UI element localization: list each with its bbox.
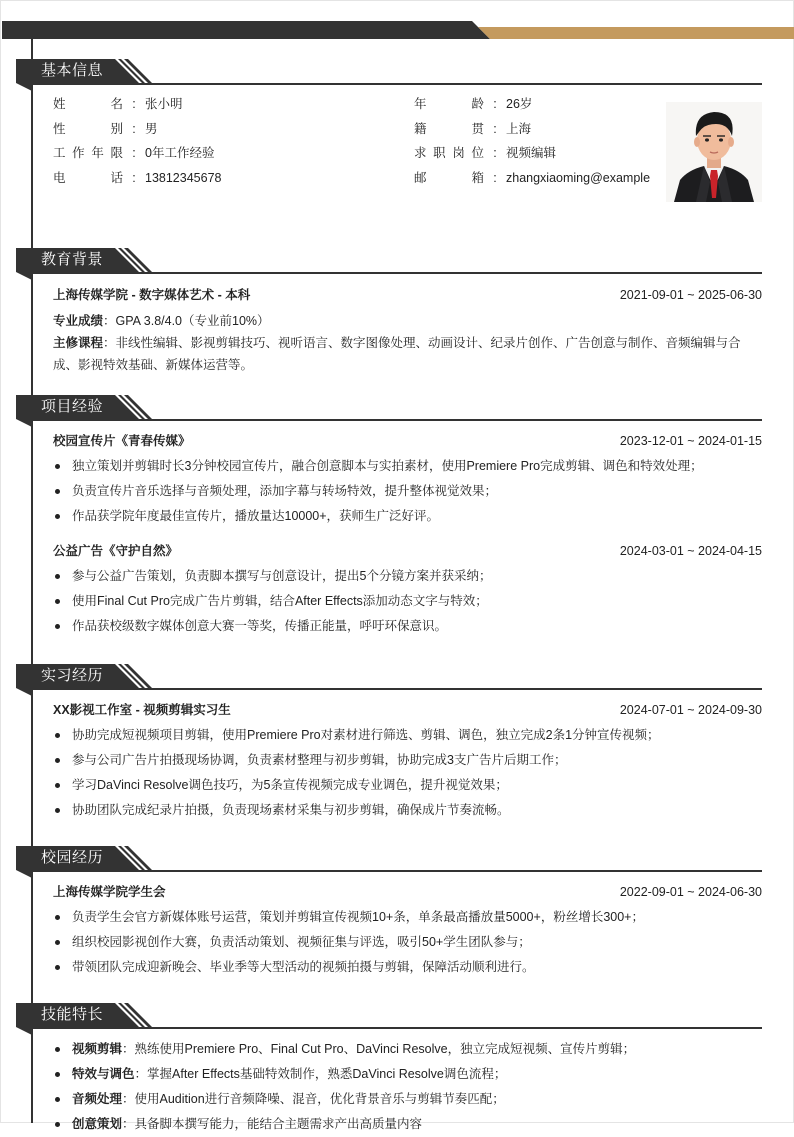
date-range: 2024-03-01 ~ 2024-04-15 [619, 544, 762, 558]
info-value: 视频编辑 [506, 146, 557, 160]
list-item [53, 1087, 762, 1112]
list-item: 使用Final Cut Pro完成广告片剪辑，结合After Effects添加动态文字与特效； [53, 589, 762, 614]
school-name: 上海传媒学院 - 数字媒体艺术 - 本科 [53, 288, 251, 302]
gpa-line [0, 310, 794, 332]
campus-entry-header [0, 880, 794, 905]
list-item: 协助团队完成纪录片拍摄，负责现场素材采集与初步剪辑，确保成片节奏流畅。 [53, 798, 762, 823]
internship-bullets [0, 723, 794, 823]
info-value: 张小明 [145, 97, 183, 111]
project-name: 校园宣传片《青春传媒》 [53, 434, 191, 448]
info-label: 电话 [53, 171, 123, 185]
info-label: 性别 [53, 122, 123, 136]
education-entry-header [0, 283, 794, 308]
courses-paragraph [0, 332, 794, 376]
list-item [53, 1062, 762, 1087]
campus-bullets [0, 905, 794, 980]
project-name: 公益广告《守护自然》 [53, 544, 179, 558]
list-item: 组织校园影视创作大赛，负责活动策划、视频征集与评选，吸引50+学生团队参与； [53, 930, 762, 955]
info-row-gender: 性别 : 男 [53, 117, 158, 142]
section-header [0, 664, 794, 690]
list-item: 作品获学院年度最佳宣传片，播放量达10000+，获师生广泛好评。 [53, 504, 762, 529]
section-header [0, 248, 794, 274]
info-value: 0年工作经验 [145, 146, 215, 160]
info-row-email: 邮箱 : zhangxiaoming@example [414, 166, 650, 191]
list-item [53, 1037, 762, 1062]
section-rule [32, 1027, 762, 1029]
section-header [0, 59, 794, 85]
list-item: 参与公益广告策划，负责脚本撰写与创意设计，提出5个分镜方案并获采纳； [53, 564, 762, 589]
banner-fold [16, 1027, 32, 1035]
top-gold-bar [478, 27, 794, 39]
skill-text: ：使用Audition进行音频降噪、混音，优化背景音乐与剪辑节奏匹配； [122, 1092, 505, 1106]
section-projects [0, 395, 794, 639]
section-title: 教育背景 [41, 251, 104, 268]
info-label: 籍贯 [414, 122, 484, 136]
section-title: 基本信息 [41, 62, 104, 79]
section-rule [32, 272, 762, 274]
list-item: 负责宣传片音乐选择与音频处理，添加字幕与转场特效，提升整体视觉效果； [53, 479, 762, 504]
info-label: 年龄 [414, 97, 484, 111]
info-label: 邮箱 [414, 171, 484, 185]
top-dark-bar [2, 21, 490, 39]
list-item [53, 1112, 762, 1137]
date-range: 2023-12-01 ~ 2024-01-15 [619, 434, 762, 448]
info-label: 工作年限 [53, 146, 123, 160]
banner-fold [16, 419, 32, 427]
section-rule [32, 870, 762, 872]
info-label: 求职岗位 [414, 146, 484, 160]
info-row-name: 姓名 : 张小明 [53, 92, 183, 117]
skill-text: ：掌握After Effects基础特效制作，熟悉DaVinci Resolve调色流程； [134, 1067, 507, 1081]
skill-label: 创意策划 [72, 1117, 123, 1131]
info-row-age: 年龄 : 26岁 [414, 92, 532, 117]
list-item: 作品获校级数字媒体创意大赛一等奖，传播正能量，呼吁环保意识。 [53, 614, 762, 639]
section-rule [32, 419, 762, 421]
section-internship [0, 664, 794, 823]
project-entry-header [0, 539, 794, 564]
banner-fold [16, 272, 32, 280]
skills-bullets [0, 1037, 794, 1137]
section-basic-info [0, 59, 794, 85]
skill-label: 音频处理 [72, 1092, 123, 1106]
section-rule [32, 83, 762, 85]
info-row-target-job: 求职岗位 : 视频编辑 [414, 141, 556, 166]
project-bullets [0, 564, 794, 639]
info-row-phone: 电话 : 13812345678 [53, 166, 221, 191]
skill-label: 视频剪辑 [72, 1042, 123, 1056]
skill-label: 特效与调色 [72, 1067, 135, 1081]
banner-fold [16, 688, 32, 696]
section-education [0, 248, 794, 376]
list-item: 学习DaVinci Resolve调色技巧，为5条宣传视频完成专业调色，提升视觉效果； [53, 773, 762, 798]
project-bullets [0, 454, 794, 529]
section-rule [32, 688, 762, 690]
section-header [0, 846, 794, 872]
section-title: 实习经历 [41, 667, 104, 684]
organization-name: 上海传媒学院学生会 [53, 885, 166, 899]
avatar [666, 102, 762, 202]
gpa-value: ：GPA 3.8/4.0（专业前10%） [103, 314, 270, 328]
section-header [0, 395, 794, 421]
info-value: 26岁 [506, 97, 533, 111]
skill-text: ：具备脚本撰写能力，能结合主题需求产出高质量内容 [122, 1117, 423, 1131]
list-item: 独立策划并剪辑时长3分钟校园宣传片，融合创意脚本与实拍素材，使用Premiere Pro完成剪辑、调色和特效处理； [53, 454, 762, 479]
section-header [0, 1003, 794, 1029]
project-entry-header [0, 429, 794, 454]
banner-fold [16, 83, 32, 91]
avatar-illustration-icon [666, 102, 762, 202]
section-skills [0, 1003, 794, 1137]
list-item: 参与公司广告片拍摄现场协调，负责素材整理与初步剪辑，协助完成3支广告片后期工作； [53, 748, 762, 773]
list-item: 带领团队完成迎新晚会、毕业季等大型活动的视频拍摄与剪辑，保障活动顺利进行。 [53, 955, 762, 980]
info-row-work-years: 工作年限 : 0年工作经验 [53, 141, 214, 166]
info-row-hometown: 籍贯 : 上海 [414, 117, 531, 142]
courses-label: 主修课程 [53, 336, 104, 350]
banner-fold [16, 870, 32, 878]
section-title: 项目经验 [41, 398, 104, 415]
list-item: 协助完成短视频项目剪辑，使用Premiere Pro对素材进行筛选、剪辑、调色，独立完成2条1分钟宣传视频； [53, 723, 762, 748]
section-campus [0, 846, 794, 980]
date-range: 2021-09-01 ~ 2025-06-30 [619, 288, 762, 302]
section-title: 校园经历 [41, 849, 104, 866]
company-role: XX影视工作室 - 视频剪辑实习生 [53, 703, 231, 717]
date-range: 2024-07-01 ~ 2024-09-30 [619, 703, 762, 717]
info-label: 姓名 [53, 97, 123, 111]
info-value: zhangxiaoming@example [506, 171, 651, 185]
skill-text: ：熟练使用Premiere Pro、Final Cut Pro、DaVinci Resolve，独立完成短视频、宣传片剪辑； [122, 1042, 636, 1056]
info-value: 上海 [506, 122, 532, 136]
courses-value: ：非线性编辑、影视剪辑技巧、视听语言、数字图像处理、动画设计、纪录片创作、广告创意与制作、音频编辑与合成、影视特效基础、新媒体运营等。 [53, 336, 741, 372]
list-item: 负责学生会官方新媒体账号运营，策划并剪辑宣传视频10+条，单条最高播放量5000+，粉丝增长300+； [53, 905, 762, 930]
section-title: 技能特长 [41, 1006, 104, 1023]
gpa-label: 专业成绩 [53, 314, 104, 328]
info-value: 13812345678 [145, 171, 222, 185]
date-range: 2022-09-01 ~ 2024-06-30 [619, 885, 762, 899]
internship-entry-header [0, 698, 794, 723]
info-value: 男 [145, 122, 158, 136]
